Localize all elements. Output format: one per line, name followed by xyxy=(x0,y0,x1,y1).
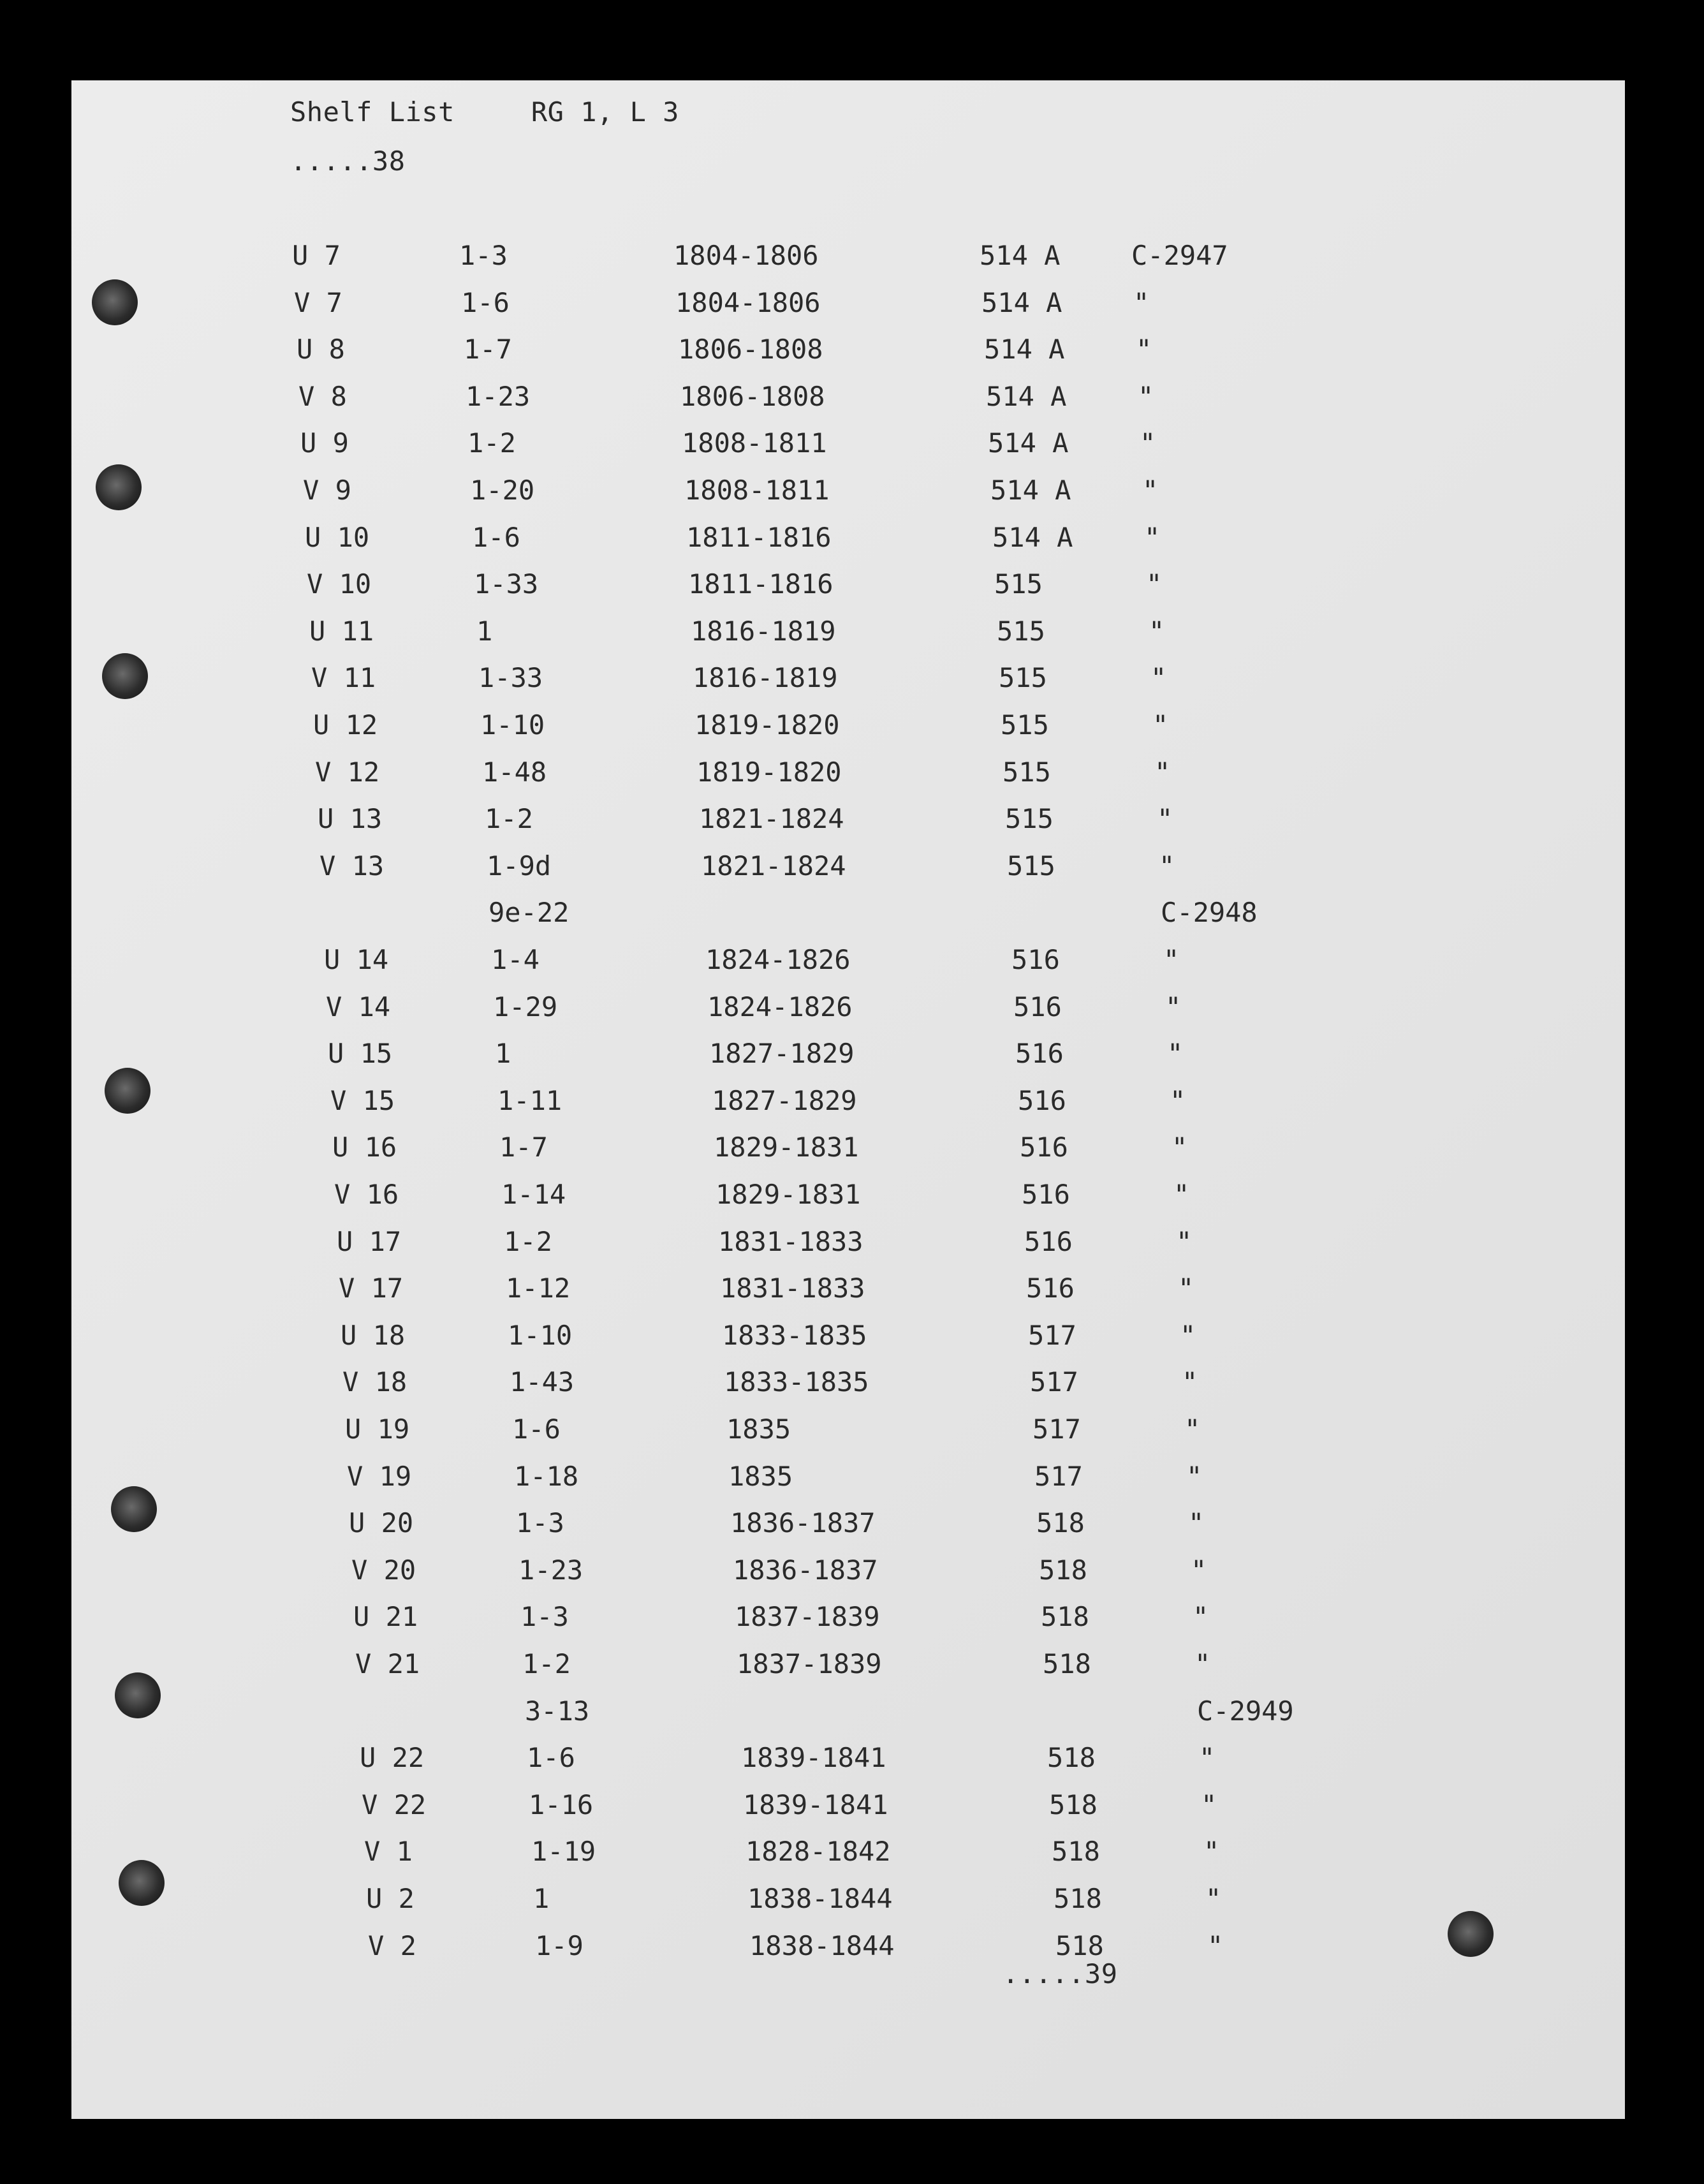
row-roll: " xyxy=(1194,1648,1211,1679)
row-box: 518 xyxy=(1041,1601,1089,1632)
row-years: 1824-1826 xyxy=(705,944,851,975)
row-years: 1836-1837 xyxy=(733,1554,878,1586)
row-box: 515 xyxy=(1003,756,1051,788)
row-roll: " xyxy=(1193,1601,1209,1632)
row-years: 1839-1841 xyxy=(741,1742,886,1773)
row-years: 1819-1820 xyxy=(696,756,842,788)
row-box: 516 xyxy=(1026,1273,1075,1304)
row-range: 9e-22 xyxy=(488,897,569,928)
row-id: V 12 xyxy=(315,756,380,788)
row-id: V 10 xyxy=(307,568,372,600)
row-roll: " xyxy=(1157,803,1173,834)
row-id: V 7 xyxy=(294,287,342,318)
row-roll: " xyxy=(1150,662,1167,693)
row-box: 517 xyxy=(1032,1413,1081,1445)
row-roll: " xyxy=(1146,568,1163,600)
row-range: 1-29 xyxy=(493,991,558,1022)
row-box: 518 xyxy=(1054,1883,1102,1914)
row-years: 1829-1831 xyxy=(714,1132,859,1163)
row-id: U 21 xyxy=(353,1601,418,1632)
row-range: 1-6 xyxy=(472,522,520,553)
row-roll: " xyxy=(1182,1366,1198,1398)
row-years: 1816-1819 xyxy=(691,616,836,647)
row-range: 1-2 xyxy=(485,803,533,834)
row-roll: " xyxy=(1144,522,1161,553)
row-box: 514 A xyxy=(981,287,1062,318)
row-box: 515 xyxy=(1007,850,1055,882)
row-range: 1-23 xyxy=(518,1554,584,1586)
row-years: 1804-1806 xyxy=(675,287,821,318)
row-years: 1811-1816 xyxy=(688,568,834,600)
row-years: 1831-1833 xyxy=(718,1226,863,1257)
row-range: 1-48 xyxy=(482,756,547,788)
row-box: 515 xyxy=(1005,803,1054,834)
row-roll: " xyxy=(1138,381,1154,412)
row-id: U 2 xyxy=(366,1883,415,1914)
row-box: 518 xyxy=(1039,1554,1087,1586)
row-box: 518 xyxy=(1052,1836,1100,1867)
row-range: 1-3 xyxy=(520,1601,569,1632)
row-years: 1808-1811 xyxy=(684,475,830,506)
row-years: 1836-1837 xyxy=(730,1507,876,1538)
row-roll: C-2947 xyxy=(1131,240,1228,271)
row-box: 515 xyxy=(994,568,1043,600)
row-id: U 10 xyxy=(305,522,370,553)
row-id: V 15 xyxy=(330,1085,395,1116)
row-range: 1-2 xyxy=(467,427,516,459)
row-range: 1-6 xyxy=(527,1742,575,1773)
row-range: 1-43 xyxy=(510,1366,575,1398)
continued-to: .....39 xyxy=(1003,1958,1118,1989)
row-years: 1833-1835 xyxy=(724,1366,869,1398)
row-range: 1-23 xyxy=(466,381,531,412)
row-roll: " xyxy=(1149,616,1165,647)
row-range: 1-4 xyxy=(491,944,540,975)
row-id: U 22 xyxy=(360,1742,425,1773)
row-roll: " xyxy=(1207,1930,1224,1961)
row-roll: " xyxy=(1191,1554,1207,1586)
row-range: 3-13 xyxy=(525,1695,590,1727)
row-range: 1-3 xyxy=(516,1507,564,1538)
row-id: V 17 xyxy=(339,1273,404,1304)
row-years: 1816-1819 xyxy=(693,662,838,693)
row-range: 1-2 xyxy=(504,1226,552,1257)
row-box: 516 xyxy=(1022,1179,1070,1210)
row-box: 518 xyxy=(1043,1648,1091,1679)
row-years: 1831-1833 xyxy=(720,1273,865,1304)
row-id: V 21 xyxy=(355,1648,420,1679)
row-roll: " xyxy=(1199,1742,1216,1773)
row-box: 516 xyxy=(1024,1226,1073,1257)
row-box: 515 xyxy=(1001,709,1049,741)
row-years: 1833-1835 xyxy=(722,1320,867,1351)
row-roll: " xyxy=(1201,1789,1217,1820)
row-roll: " xyxy=(1152,709,1169,741)
row-id: V 16 xyxy=(334,1179,399,1210)
row-roll: " xyxy=(1133,287,1150,318)
row-years: 1835 xyxy=(728,1461,793,1492)
row-years: 1808-1811 xyxy=(682,427,827,459)
row-box: 515 xyxy=(997,616,1045,647)
row-years: 1806-1808 xyxy=(680,381,825,412)
row-roll: " xyxy=(1205,1883,1222,1914)
row-years: 1821-1824 xyxy=(699,803,844,834)
row-id: V 13 xyxy=(320,850,385,882)
row-years: 1827-1829 xyxy=(712,1085,857,1116)
row-id: U 8 xyxy=(297,334,345,365)
row-years: 1838-1844 xyxy=(747,1883,893,1914)
row-roll: " xyxy=(1170,1085,1186,1116)
row-range: 1-9 xyxy=(535,1930,584,1961)
row-range: 1-18 xyxy=(514,1461,579,1492)
row-range: 1-20 xyxy=(470,475,535,506)
row-box: 516 xyxy=(1020,1132,1068,1163)
row-roll: " xyxy=(1163,944,1180,975)
row-roll: " xyxy=(1180,1320,1196,1351)
row-id: U 12 xyxy=(313,709,378,741)
row-roll: " xyxy=(1142,475,1159,506)
row-range: 1-10 xyxy=(480,709,545,741)
row-range: 1 xyxy=(533,1883,550,1914)
row-roll: " xyxy=(1136,334,1152,365)
continued-from: .....38 xyxy=(290,145,406,177)
row-box: 518 xyxy=(1047,1742,1096,1773)
row-id: U 15 xyxy=(328,1038,393,1069)
row-range: 1-9d xyxy=(487,850,552,882)
row-range: 1-11 xyxy=(497,1085,562,1116)
row-years: 1837-1839 xyxy=(735,1601,880,1632)
row-box: 514 A xyxy=(992,522,1073,553)
row-roll: " xyxy=(1159,850,1175,882)
row-years: 1828-1842 xyxy=(746,1836,891,1867)
row-id: U 11 xyxy=(309,616,374,647)
row-roll: " xyxy=(1176,1226,1193,1257)
row-roll: " xyxy=(1173,1179,1190,1210)
row-range: 1-3 xyxy=(459,240,508,271)
row-box: 515 xyxy=(999,662,1047,693)
row-id: V 1 xyxy=(364,1836,413,1867)
row-id: V 9 xyxy=(303,475,351,506)
row-years: 1839-1841 xyxy=(743,1789,888,1820)
row-range: 1-10 xyxy=(508,1320,573,1351)
row-roll: C-2949 xyxy=(1197,1695,1294,1727)
row-roll: " xyxy=(1154,756,1171,788)
row-box: 514 A xyxy=(988,427,1069,459)
row-range: 1-6 xyxy=(512,1413,561,1445)
row-box: 514 A xyxy=(984,334,1065,365)
row-id: V 14 xyxy=(326,991,391,1022)
row-id: U 19 xyxy=(345,1413,410,1445)
row-id: U 20 xyxy=(349,1507,414,1538)
row-roll: " xyxy=(1172,1132,1188,1163)
row-box: 514 A xyxy=(990,475,1071,506)
row-range: 1 xyxy=(495,1038,511,1069)
row-id: U 9 xyxy=(300,427,349,459)
row-years: 1838-1844 xyxy=(749,1930,895,1961)
row-id: V 2 xyxy=(368,1930,416,1961)
row-id: V 8 xyxy=(298,381,347,412)
row-range: 1 xyxy=(476,616,493,647)
row-box: 517 xyxy=(1030,1366,1078,1398)
row-range: 1-19 xyxy=(531,1836,596,1867)
row-years: 1837-1839 xyxy=(737,1648,882,1679)
row-years: 1821-1824 xyxy=(701,850,846,882)
row-range: 1-2 xyxy=(522,1648,571,1679)
row-range: 1-12 xyxy=(506,1273,571,1304)
row-id: U 7 xyxy=(292,240,341,271)
row-range: 1-6 xyxy=(461,287,510,318)
row-years: 1819-1820 xyxy=(694,709,840,741)
row-years: 1824-1826 xyxy=(707,991,853,1022)
row-roll: " xyxy=(1167,1038,1184,1069)
header-title: Shelf List xyxy=(290,96,455,128)
row-box: 514 A xyxy=(980,240,1061,271)
row-box: 518 xyxy=(1036,1507,1085,1538)
row-id: U 18 xyxy=(341,1320,406,1351)
row-years: 1806-1808 xyxy=(678,334,823,365)
row-years: 1811-1816 xyxy=(686,522,832,553)
row-roll: " xyxy=(1188,1507,1205,1538)
row-id: V 11 xyxy=(311,662,376,693)
row-box: 516 xyxy=(1013,991,1062,1022)
row-box: 514 A xyxy=(986,381,1067,412)
row-roll: " xyxy=(1165,991,1182,1022)
row-range: 1-14 xyxy=(501,1179,566,1210)
row-roll: " xyxy=(1140,427,1156,459)
row-box: 518 xyxy=(1049,1789,1098,1820)
row-roll: " xyxy=(1203,1836,1220,1867)
row-years: 1827-1829 xyxy=(709,1038,855,1069)
row-roll: " xyxy=(1184,1413,1201,1445)
row-range: 1-7 xyxy=(499,1132,548,1163)
row-years: 1804-1806 xyxy=(673,240,819,271)
header-record-group: RG 1, L 3 xyxy=(531,96,679,128)
row-range: 1-7 xyxy=(464,334,512,365)
row-box: 517 xyxy=(1028,1320,1076,1351)
row-range: 1-33 xyxy=(478,662,543,693)
row-range: 1-16 xyxy=(529,1789,594,1820)
row-roll: " xyxy=(1178,1273,1194,1304)
row-id: U 14 xyxy=(324,944,389,975)
row-roll: " xyxy=(1186,1461,1203,1492)
row-box: 517 xyxy=(1034,1461,1083,1492)
row-roll: C-2948 xyxy=(1161,897,1258,928)
row-id: U 16 xyxy=(332,1132,397,1163)
row-box: 516 xyxy=(1011,944,1060,975)
row-box: 516 xyxy=(1015,1038,1064,1069)
row-id: V 20 xyxy=(351,1554,416,1586)
row-box: 518 xyxy=(1055,1930,1104,1961)
row-id: U 13 xyxy=(318,803,383,834)
row-id: V 18 xyxy=(342,1366,408,1398)
row-years: 1835 xyxy=(726,1413,791,1445)
row-id: V 22 xyxy=(362,1789,427,1820)
row-id: V 19 xyxy=(347,1461,412,1492)
row-box: 516 xyxy=(1018,1085,1066,1116)
row-id: U 17 xyxy=(337,1226,402,1257)
row-years: 1829-1831 xyxy=(716,1179,861,1210)
row-range: 1-33 xyxy=(474,568,539,600)
